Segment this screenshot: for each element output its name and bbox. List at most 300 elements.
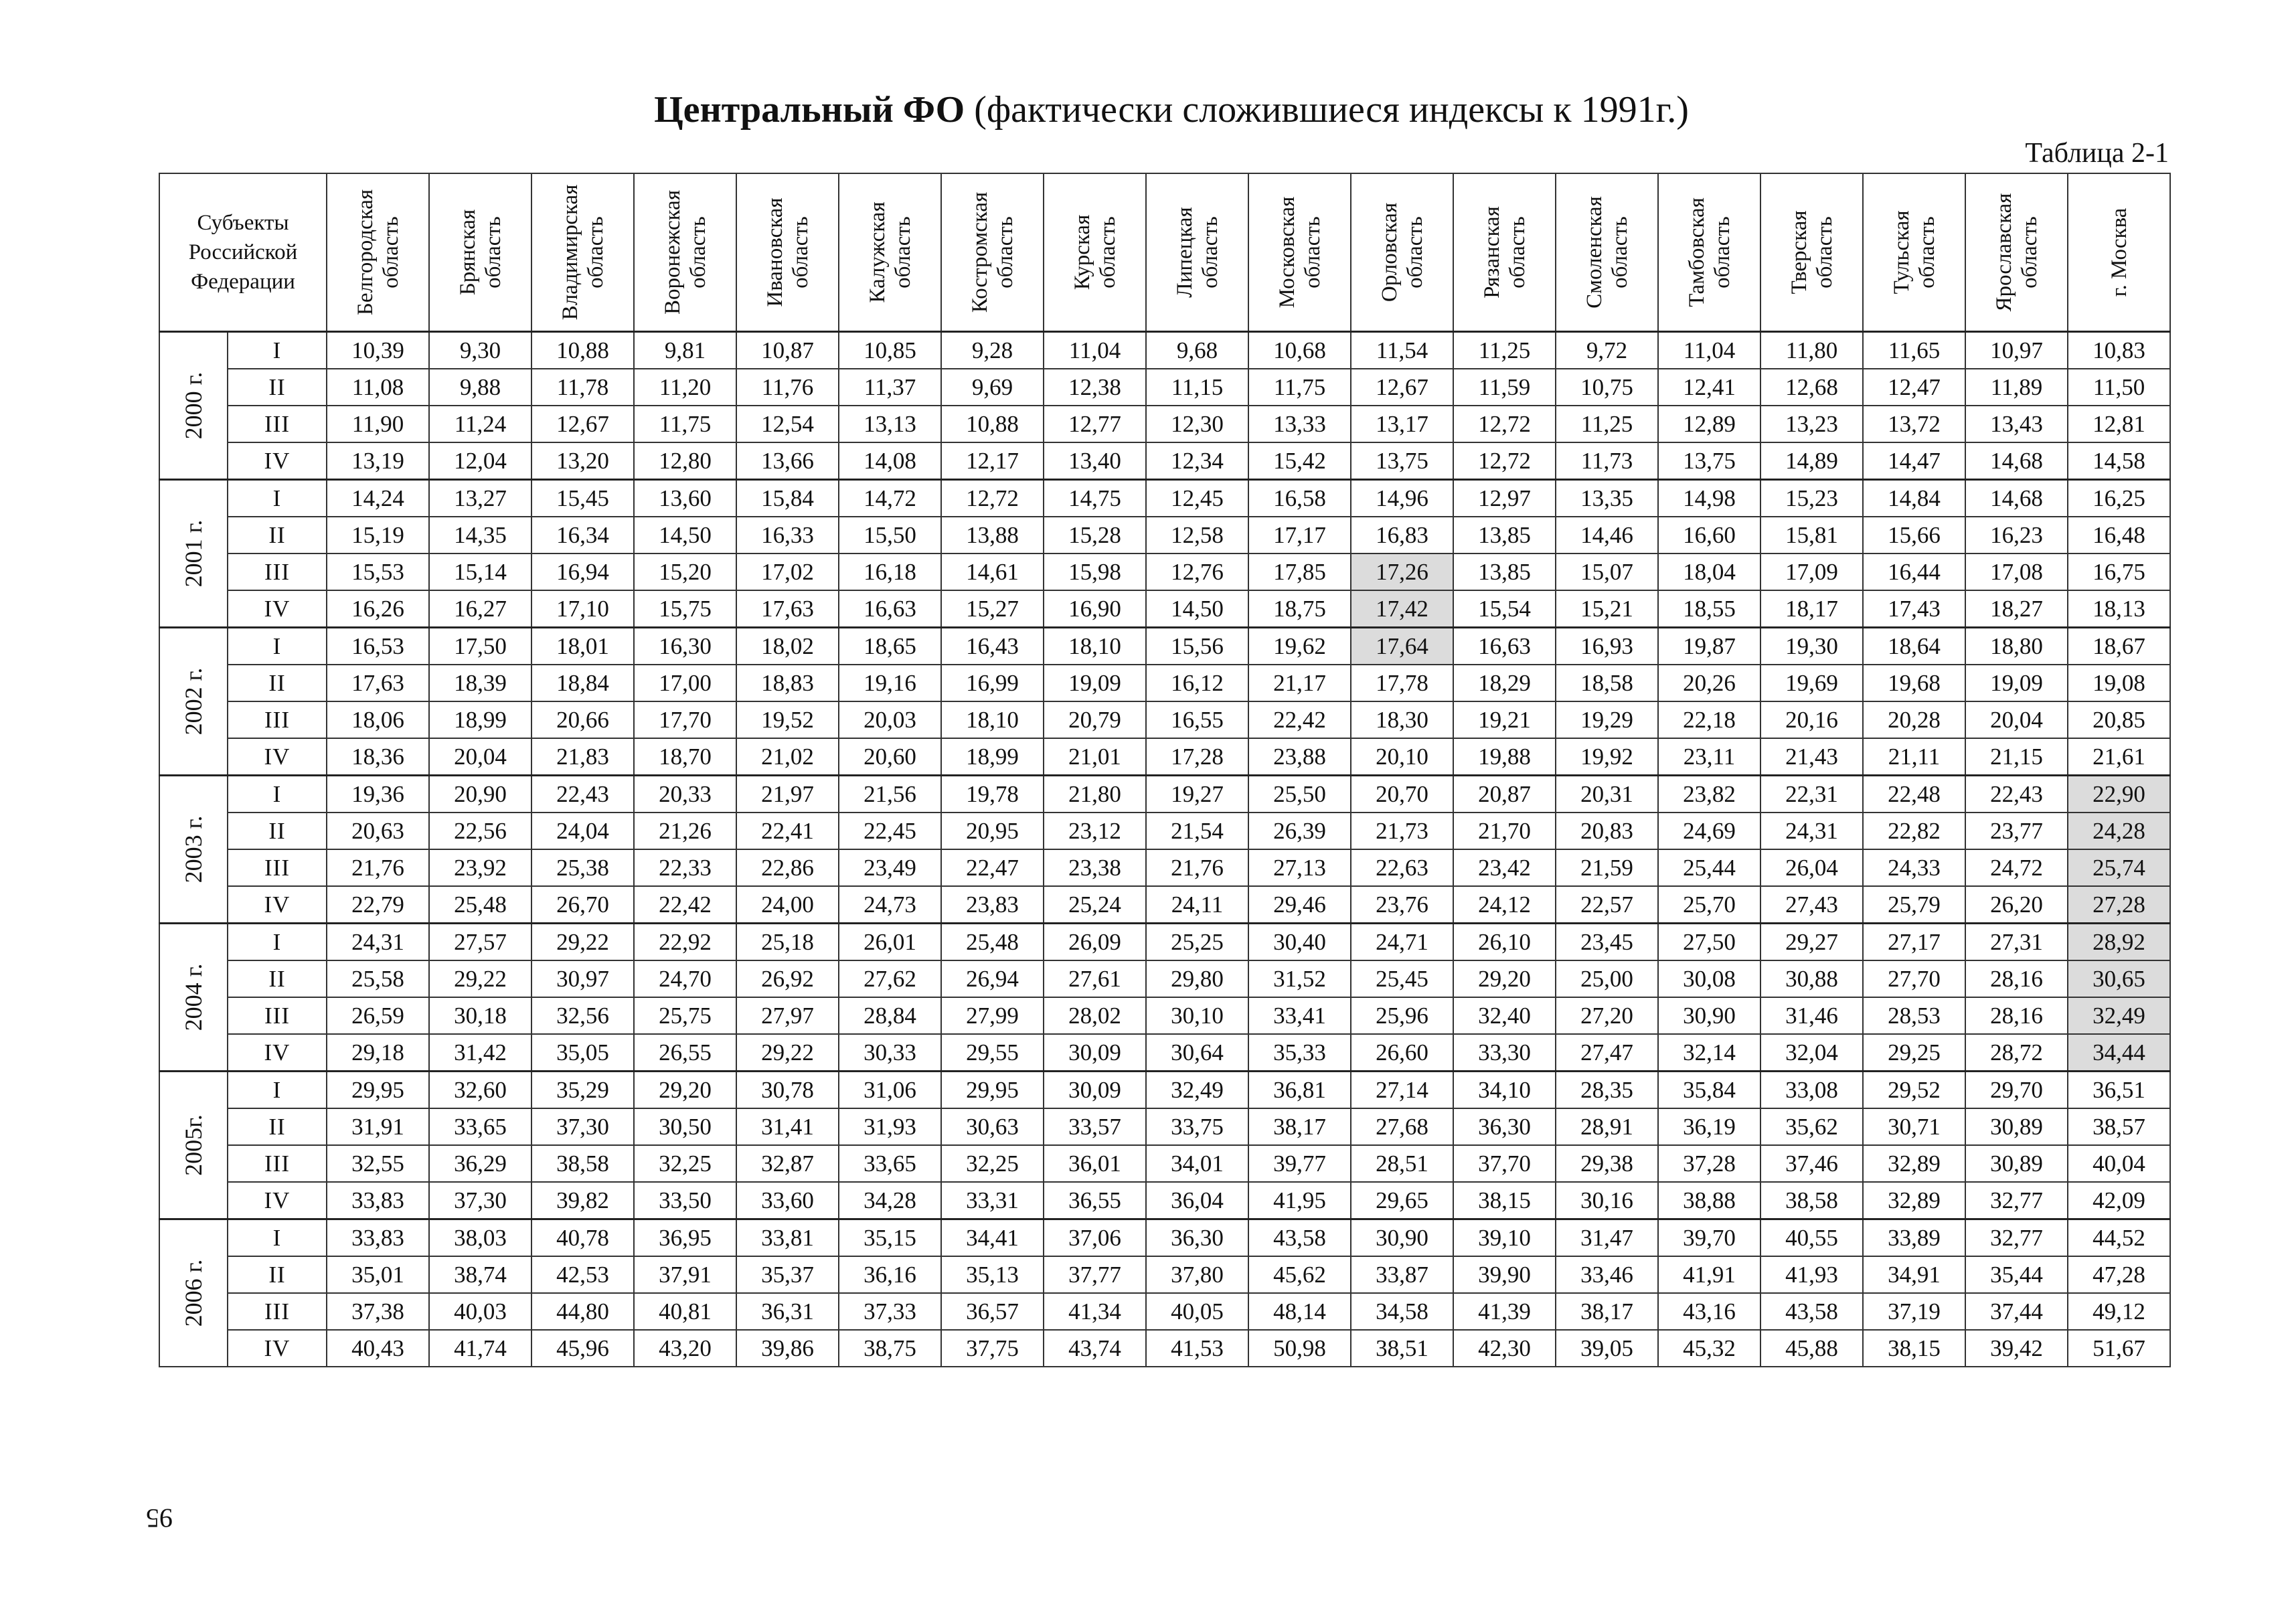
region-name-line: Тульская: [1889, 210, 1914, 294]
value-cell: 35,62: [1760, 1108, 1863, 1145]
value-cell: 37,30: [429, 1182, 531, 1219]
value-cell: 25,74: [2068, 849, 2170, 886]
quarter-cell: III: [228, 1293, 327, 1330]
value-cell: 12,34: [1146, 442, 1248, 480]
value-cell: 9,81: [634, 332, 736, 369]
value-cell: 10,68: [1248, 332, 1351, 369]
value-cell: 11,89: [1965, 369, 2068, 406]
value-cell: 35,01: [327, 1256, 429, 1293]
value-cell: 22,92: [634, 924, 736, 961]
value-cell: 14,89: [1760, 442, 1863, 480]
value-cell: 13,85: [1453, 517, 1556, 553]
table-row: [159, 813, 2170, 849]
value-cell: 32,89: [1863, 1182, 1965, 1219]
value-cell: 10,83: [2068, 332, 2170, 369]
value-cell: 33,81: [736, 1219, 839, 1257]
value-cell: 10,39: [327, 332, 429, 369]
value-cell: 13,88: [941, 517, 1044, 553]
page-title: [157, 88, 2186, 131]
table-row: [159, 960, 2170, 997]
quarter-cell: IV: [228, 1330, 327, 1367]
value-cell: 18,04: [1658, 553, 1760, 590]
value-cell: 36,29: [429, 1145, 531, 1182]
value-cell: 28,16: [1965, 960, 2068, 997]
value-cell: 24,11: [1146, 886, 1248, 924]
value-cell: 11,80: [1760, 332, 1863, 369]
value-cell: 12,77: [1044, 406, 1146, 442]
table-row: [159, 553, 2170, 590]
region-header: [1248, 173, 1351, 332]
title-bold: Центральный ФО: [654, 89, 965, 131]
value-cell: 36,57: [941, 1293, 1044, 1330]
value-cell: 21,43: [1760, 738, 1863, 776]
value-cell: 33,89: [1863, 1219, 1965, 1257]
value-cell: 14,24: [327, 480, 429, 517]
value-cell: 32,25: [634, 1145, 736, 1182]
value-cell: 27,50: [1658, 924, 1760, 961]
value-cell: 15,84: [736, 480, 839, 517]
value-cell: 24,70: [634, 960, 736, 997]
value-cell: 12,04: [429, 442, 531, 480]
region-name-line: область: [1914, 216, 1939, 288]
value-cell: 14,75: [1044, 480, 1146, 517]
value-cell: 20,66: [531, 701, 634, 738]
value-cell: 16,26: [327, 590, 429, 628]
value-cell: 29,95: [327, 1072, 429, 1109]
value-cell: 38,03: [429, 1219, 531, 1257]
table-row: [159, 628, 2170, 665]
region-name-line: Ярославская: [1991, 193, 2016, 312]
region-header: [941, 173, 1044, 332]
value-cell: 25,45: [1351, 960, 1453, 997]
value-cell: 14,96: [1351, 480, 1453, 517]
value-cell: 10,97: [1965, 332, 2068, 369]
value-cell: 30,89: [1965, 1108, 2068, 1145]
value-cell: 17,09: [1760, 553, 1863, 590]
region-name-line: Брянская: [455, 209, 480, 296]
region-header: [1453, 173, 1556, 332]
value-cell: 17,26: [1351, 553, 1453, 590]
value-cell: 26,10: [1453, 924, 1556, 961]
value-cell: 20,79: [1044, 701, 1146, 738]
value-cell: 22,56: [429, 813, 531, 849]
value-cell: 9,30: [429, 332, 531, 369]
value-cell: 18,30: [1351, 701, 1453, 738]
value-cell: 18,80: [1965, 628, 2068, 665]
value-cell: 12,80: [634, 442, 736, 480]
value-cell: 12,45: [1146, 480, 1248, 517]
value-cell: 32,60: [429, 1072, 531, 1109]
value-cell: 30,90: [1658, 997, 1760, 1034]
value-cell: 24,04: [531, 813, 634, 849]
value-cell: 21,01: [1044, 738, 1146, 776]
value-cell: 28,02: [1044, 997, 1146, 1034]
value-cell: 18,75: [1248, 590, 1351, 628]
value-cell: 20,90: [429, 776, 531, 813]
value-cell: 20,26: [1658, 665, 1760, 701]
table-row: [159, 849, 2170, 886]
value-cell: 20,03: [839, 701, 941, 738]
value-cell: 18,36: [327, 738, 429, 776]
region-header: [1965, 173, 2068, 332]
value-cell: 26,01: [839, 924, 941, 961]
value-cell: 16,43: [941, 628, 1044, 665]
quarter-cell: II: [228, 517, 327, 553]
value-cell: 9,88: [429, 369, 531, 406]
value-cell: 45,32: [1658, 1330, 1760, 1367]
value-cell: 39,42: [1965, 1330, 2068, 1367]
table-row: [159, 590, 2170, 628]
value-cell: 21,83: [531, 738, 634, 776]
value-cell: 15,19: [327, 517, 429, 553]
year-label: 2000 г.: [180, 371, 207, 440]
value-cell: 39,77: [1248, 1145, 1351, 1182]
value-cell: 33,75: [1146, 1108, 1248, 1145]
value-cell: 40,78: [531, 1219, 634, 1257]
region-name-line: область: [1505, 216, 1530, 288]
value-cell: 35,33: [1248, 1034, 1351, 1072]
value-cell: 25,75: [634, 997, 736, 1034]
value-cell: 32,77: [1965, 1219, 2068, 1257]
value-cell: 20,16: [1760, 701, 1863, 738]
value-cell: 34,01: [1146, 1145, 1248, 1182]
value-cell: 21,76: [327, 849, 429, 886]
value-cell: 18,01: [531, 628, 634, 665]
value-cell: 11,75: [634, 406, 736, 442]
value-cell: 16,53: [327, 628, 429, 665]
value-cell: 13,35: [1556, 480, 1658, 517]
value-cell: 19,09: [1044, 665, 1146, 701]
value-cell: 41,74: [429, 1330, 531, 1367]
region-name-line: область: [1607, 216, 1632, 288]
quarter-cell: IV: [228, 590, 327, 628]
value-cell: 19,08: [2068, 665, 2170, 701]
value-cell: 34,10: [1453, 1072, 1556, 1109]
region-header: [1658, 173, 1760, 332]
value-cell: 10,87: [736, 332, 839, 369]
value-cell: 22,57: [1556, 886, 1658, 924]
region-name-line: область: [1198, 216, 1222, 288]
region-header: [327, 173, 429, 332]
value-cell: 37,06: [1044, 1219, 1146, 1257]
value-cell: 18,06: [327, 701, 429, 738]
quarter-cell: III: [228, 849, 327, 886]
value-cell: 41,95: [1248, 1182, 1351, 1219]
value-cell: 15,45: [531, 480, 634, 517]
value-cell: 25,58: [327, 960, 429, 997]
value-cell: 33,41: [1248, 997, 1351, 1034]
value-cell: 27,70: [1863, 960, 1965, 997]
value-cell: 17,00: [634, 665, 736, 701]
value-cell: 37,75: [941, 1330, 1044, 1367]
value-cell: 26,55: [634, 1034, 736, 1072]
value-cell: 34,41: [941, 1219, 1044, 1257]
year-cell: [159, 332, 228, 480]
value-cell: 19,27: [1146, 776, 1248, 813]
table-row: [159, 701, 2170, 738]
value-cell: 17,10: [531, 590, 634, 628]
value-cell: 51,67: [2068, 1330, 2170, 1367]
value-cell: 41,93: [1760, 1256, 1863, 1293]
table-row: [159, 776, 2170, 813]
value-cell: 11,50: [2068, 369, 2170, 406]
value-cell: 12,67: [1351, 369, 1453, 406]
corner-line: Федерации: [191, 270, 295, 294]
value-cell: 30,97: [531, 960, 634, 997]
value-cell: 37,33: [839, 1293, 941, 1330]
quarter-cell: III: [228, 406, 327, 442]
value-cell: 30,18: [429, 997, 531, 1034]
value-cell: 41,34: [1044, 1293, 1146, 1330]
value-cell: 30,09: [1044, 1072, 1146, 1109]
value-cell: 30,08: [1658, 960, 1760, 997]
region-header: [634, 173, 736, 332]
value-cell: 11,78: [531, 369, 634, 406]
value-cell: 27,13: [1248, 849, 1351, 886]
value-cell: 11,24: [429, 406, 531, 442]
value-cell: 45,96: [531, 1330, 634, 1367]
value-cell: 20,31: [1556, 776, 1658, 813]
value-cell: 36,95: [634, 1219, 736, 1257]
value-cell: 12,76: [1146, 553, 1248, 590]
value-cell: 16,99: [941, 665, 1044, 701]
value-cell: 28,16: [1965, 997, 2068, 1034]
value-cell: 11,90: [327, 406, 429, 442]
value-cell: 16,93: [1556, 628, 1658, 665]
value-cell: 23,77: [1965, 813, 2068, 849]
value-cell: 29,22: [531, 924, 634, 961]
value-cell: 30,78: [736, 1072, 839, 1109]
index-table: [159, 173, 2171, 1367]
value-cell: 25,00: [1556, 960, 1658, 997]
value-cell: 39,70: [1658, 1219, 1760, 1257]
quarter-cell: III: [228, 997, 327, 1034]
region-name-line: Тамбовская: [1684, 197, 1709, 307]
value-cell: 38,58: [1760, 1182, 1863, 1219]
value-cell: 34,28: [839, 1182, 941, 1219]
value-cell: 11,08: [327, 369, 429, 406]
value-cell: 13,66: [736, 442, 839, 480]
value-cell: 14,68: [1965, 442, 2068, 480]
quarter-cell: III: [228, 553, 327, 590]
value-cell: 10,88: [531, 332, 634, 369]
year-label: 2003 г.: [180, 815, 207, 883]
value-cell: 29,55: [941, 1034, 1044, 1072]
value-cell: 12,30: [1146, 406, 1248, 442]
value-cell: 27,97: [736, 997, 839, 1034]
value-cell: 41,53: [1146, 1330, 1248, 1367]
value-cell: 18,10: [941, 701, 1044, 738]
value-cell: 14,50: [634, 517, 736, 553]
value-cell: 40,81: [634, 1293, 736, 1330]
value-cell: 16,33: [736, 517, 839, 553]
year-cell: [159, 480, 228, 628]
value-cell: 22,47: [941, 849, 1044, 886]
value-cell: 27,47: [1556, 1034, 1658, 1072]
value-cell: 31,46: [1760, 997, 1863, 1034]
value-cell: 11,25: [1556, 406, 1658, 442]
quarter-cell: I: [228, 480, 327, 517]
value-cell: 13,13: [839, 406, 941, 442]
value-cell: 18,17: [1760, 590, 1863, 628]
value-cell: 14,08: [839, 442, 941, 480]
value-cell: 35,05: [531, 1034, 634, 1072]
value-cell: 22,86: [736, 849, 839, 886]
value-cell: 19,29: [1556, 701, 1658, 738]
value-cell: 35,84: [1658, 1072, 1760, 1109]
value-cell: 43,58: [1760, 1293, 1863, 1330]
value-cell: 49,12: [2068, 1293, 2170, 1330]
value-cell: 34,44: [2068, 1034, 2170, 1072]
value-cell: 21,80: [1044, 776, 1146, 813]
value-cell: 11,37: [839, 369, 941, 406]
region-name-line: Курская: [1070, 214, 1094, 290]
value-cell: 32,49: [2068, 997, 2170, 1034]
value-cell: 19,68: [1863, 665, 1965, 701]
quarter-cell: I: [228, 332, 327, 369]
region-name-line: область: [788, 216, 813, 288]
value-cell: 31,91: [327, 1108, 429, 1145]
value-cell: 20,60: [839, 738, 941, 776]
value-cell: 20,04: [429, 738, 531, 776]
value-cell: 41,39: [1453, 1293, 1556, 1330]
value-cell: 20,63: [327, 813, 429, 849]
title-rest: (фактически сложившиеся индексы к 1991г.): [965, 89, 1689, 131]
value-cell: 36,30: [1146, 1219, 1248, 1257]
value-cell: 18,99: [941, 738, 1044, 776]
value-cell: 13,72: [1863, 406, 1965, 442]
value-cell: 18,10: [1044, 628, 1146, 665]
value-cell: 17,50: [429, 628, 531, 665]
value-cell: 39,05: [1556, 1330, 1658, 1367]
quarter-cell: II: [228, 813, 327, 849]
region-name-line: Рязанская: [1479, 206, 1504, 299]
table-row: [159, 1330, 2170, 1367]
value-cell: 23,76: [1351, 886, 1453, 924]
table-row: [159, 1108, 2170, 1145]
value-cell: 22,41: [736, 813, 839, 849]
value-cell: 33,65: [839, 1145, 941, 1182]
value-cell: 29,20: [634, 1072, 736, 1109]
corner-label: [160, 208, 326, 296]
quarter-cell: IV: [228, 738, 327, 776]
value-cell: 36,04: [1146, 1182, 1248, 1219]
value-cell: 9,72: [1556, 332, 1658, 369]
value-cell: 15,20: [634, 553, 736, 590]
value-cell: 11,04: [1044, 332, 1146, 369]
value-cell: 36,01: [1044, 1145, 1146, 1182]
value-cell: 40,55: [1760, 1219, 1863, 1257]
region-header: [839, 173, 941, 332]
value-cell: 36,16: [839, 1256, 941, 1293]
value-cell: 12,72: [1453, 442, 1556, 480]
value-cell: 44,52: [2068, 1219, 2170, 1257]
value-cell: 16,63: [839, 590, 941, 628]
quarter-cell: II: [228, 960, 327, 997]
value-cell: 14,84: [1863, 480, 1965, 517]
value-cell: 19,87: [1658, 628, 1760, 665]
value-cell: 19,36: [327, 776, 429, 813]
value-cell: 27,14: [1351, 1072, 1453, 1109]
value-cell: 16,27: [429, 590, 531, 628]
value-cell: 37,77: [1044, 1256, 1146, 1293]
value-cell: 33,31: [941, 1182, 1044, 1219]
value-cell: 29,80: [1146, 960, 1248, 997]
value-cell: 17,78: [1351, 665, 1453, 701]
value-cell: 26,70: [531, 886, 634, 924]
value-cell: 10,75: [1556, 369, 1658, 406]
value-cell: 25,38: [531, 849, 634, 886]
value-cell: 16,55: [1146, 701, 1248, 738]
value-cell: 21,02: [736, 738, 839, 776]
value-cell: 24,12: [1453, 886, 1556, 924]
table-row: [159, 1145, 2170, 1182]
value-cell: 24,71: [1351, 924, 1453, 961]
value-cell: 38,15: [1863, 1330, 1965, 1367]
value-cell: 30,10: [1146, 997, 1248, 1034]
value-cell: 29,20: [1453, 960, 1556, 997]
region-name-line: Смоленская: [1582, 196, 1607, 309]
quarter-cell: I: [228, 924, 327, 961]
table-row: [159, 480, 2170, 517]
value-cell: 34,91: [1863, 1256, 1965, 1293]
table-body: [159, 332, 2170, 1367]
value-cell: 35,37: [736, 1256, 839, 1293]
value-cell: 23,45: [1556, 924, 1658, 961]
value-cell: 27,31: [1965, 924, 2068, 961]
value-cell: 29,27: [1760, 924, 1863, 961]
value-cell: 31,41: [736, 1108, 839, 1145]
value-cell: 37,38: [327, 1293, 429, 1330]
value-cell: 12,97: [1453, 480, 1556, 517]
value-cell: 32,55: [327, 1145, 429, 1182]
value-cell: 14,35: [429, 517, 531, 553]
value-cell: 43,20: [634, 1330, 736, 1367]
value-cell: 18,27: [1965, 590, 2068, 628]
value-cell: 29,22: [429, 960, 531, 997]
value-cell: 26,94: [941, 960, 1044, 997]
value-cell: 14,50: [1146, 590, 1248, 628]
value-cell: 22,33: [634, 849, 736, 886]
value-cell: 37,70: [1453, 1145, 1556, 1182]
value-cell: 36,51: [2068, 1072, 2170, 1109]
value-cell: 40,03: [429, 1293, 531, 1330]
year-label: 2006 г.: [180, 1259, 207, 1327]
quarter-cell: IV: [228, 442, 327, 480]
table-row: [159, 442, 2170, 480]
corner-line: Российской: [188, 240, 298, 264]
table-row: [159, 738, 2170, 776]
region-name-line: г. Москва: [2107, 207, 2131, 297]
table-row: [159, 1034, 2170, 1072]
value-cell: 18,29: [1453, 665, 1556, 701]
value-cell: 39,86: [736, 1330, 839, 1367]
value-cell: 24,69: [1658, 813, 1760, 849]
value-cell: 38,88: [1658, 1182, 1760, 1219]
value-cell: 30,89: [1965, 1145, 2068, 1182]
value-cell: 28,72: [1965, 1034, 2068, 1072]
value-cell: 31,93: [839, 1108, 941, 1145]
value-cell: 33,83: [327, 1182, 429, 1219]
value-cell: 40,04: [2068, 1145, 2170, 1182]
value-cell: 11,76: [736, 369, 839, 406]
value-cell: 24,00: [736, 886, 839, 924]
value-cell: 33,57: [1044, 1108, 1146, 1145]
value-cell: 43,16: [1658, 1293, 1760, 1330]
value-cell: 25,79: [1863, 886, 1965, 924]
value-cell: 27,43: [1760, 886, 1863, 924]
value-cell: 15,81: [1760, 517, 1863, 553]
